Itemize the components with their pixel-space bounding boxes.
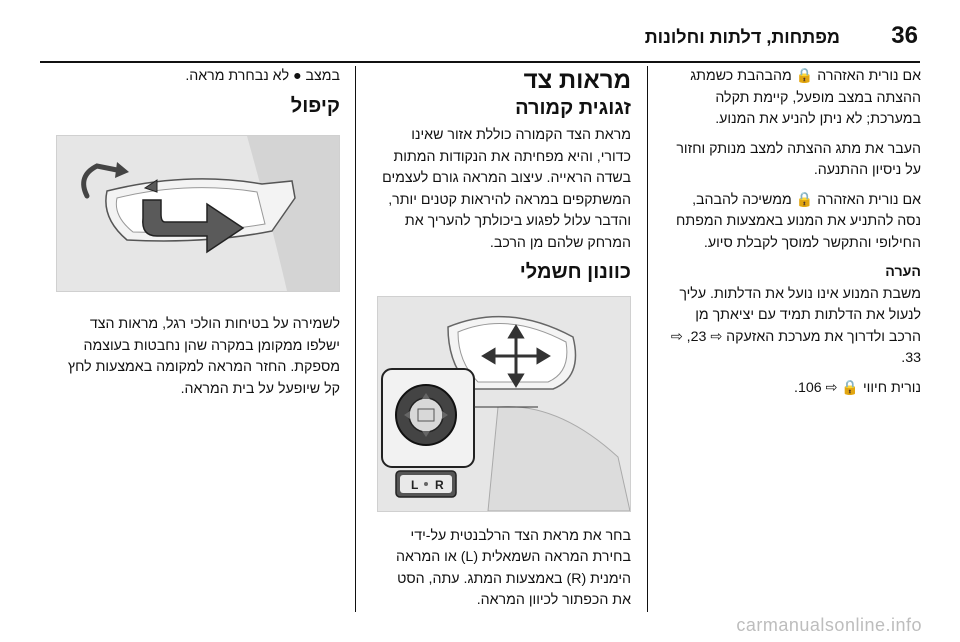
immobilizer-spare-key-para: אם נורית האזהרה 🔒 ממשיכה להבהב, נסה להתניע את המנוע באמצעות המפתח החילופי והתקשר למוסך לקבלת סיוע. bbox=[676, 191, 921, 251]
running-title: מפתחות, דלתות וחלונות bbox=[644, 27, 840, 47]
mirror-adjust-svg bbox=[378, 297, 630, 511]
column-divider-right bbox=[647, 66, 648, 612]
mirror-fold-svg bbox=[57, 136, 339, 291]
subtitle-electric-adjust: כוונון חשמלי bbox=[519, 261, 631, 283]
convex-glass-para: מראת הצד הקמורה כוללת אזור שאינו כדורי, והיא מפחיתה את הנקודות המתות בשדה הראייה. עיצוב המראה גורם לעצמים המשתקפים במראה להיראות קטנים יותר, והדבר עלול לפגוע ביכולתך להעריך את המרחק שלהם מן הרכב. bbox=[382, 127, 631, 251]
mirror-select-left-label: L bbox=[411, 477, 419, 492]
immobilizer-warning-para: אם נורית האזהרה 🔒 מהבהבת כשמתג ההצתה במצב מופעל, קיימת תקלה במערכת; לא ניתן להניע את המנוע. bbox=[690, 68, 921, 127]
mirror-select-right-label: R bbox=[435, 477, 444, 492]
note-text: משבת המנוע אינו נועל את הדלתות. עליך לנעול את הדלתות תמיד עם יציאתך מן הרכב ולדרוך את מערכת האזעקה ⇨ 23, ⇨ 33. bbox=[670, 285, 921, 366]
column-divider-left bbox=[355, 66, 356, 612]
section-title: מראות צד bbox=[523, 67, 631, 94]
cross-reference: נורית חיווי 🔒 ⇨ 106. bbox=[793, 379, 921, 396]
header-rule bbox=[40, 61, 920, 63]
right-column bbox=[666, 66, 921, 407]
left-column bbox=[58, 66, 340, 408]
watermark: carmanualsonline.info bbox=[736, 615, 922, 635]
page-number: 36 bbox=[891, 22, 918, 49]
note-label: הערה bbox=[885, 264, 921, 280]
no-mirror-selected-para: במצב ● לא נבחרת מראה. bbox=[185, 68, 340, 84]
folding-para: לשמירה על בטיחות הולכי רגל, מראות הצד ישלפו ממקומן במקרה שהן נחבטות בעוצמה מספקת. החזר המראה למקומה באמצעות לחץ קל שיופעל על בית המראה. bbox=[67, 316, 340, 397]
middle-column bbox=[379, 66, 631, 620]
immobilizer-retry-para: העבר את מתג ההצתה למצב מנותק וחזור על ניסיון ההתנעה. bbox=[676, 140, 921, 178]
subtitle-convex-glass: זגוגית קמורה bbox=[515, 96, 631, 119]
electric-adjust-para: בחר את מראת הצד הרלבנטית על-ידי בחירת המראה השמאלית (L) או המראה הימנית (R) באמצעות המתג. עתה, הסט את הכפתור לכיוון המראה. bbox=[396, 527, 631, 608]
page-header bbox=[0, 18, 960, 58]
mirror-fold-illustration bbox=[56, 135, 340, 292]
mirror-adjust-illustration bbox=[377, 296, 631, 512]
subtitle-folding: קיפול bbox=[290, 94, 340, 117]
